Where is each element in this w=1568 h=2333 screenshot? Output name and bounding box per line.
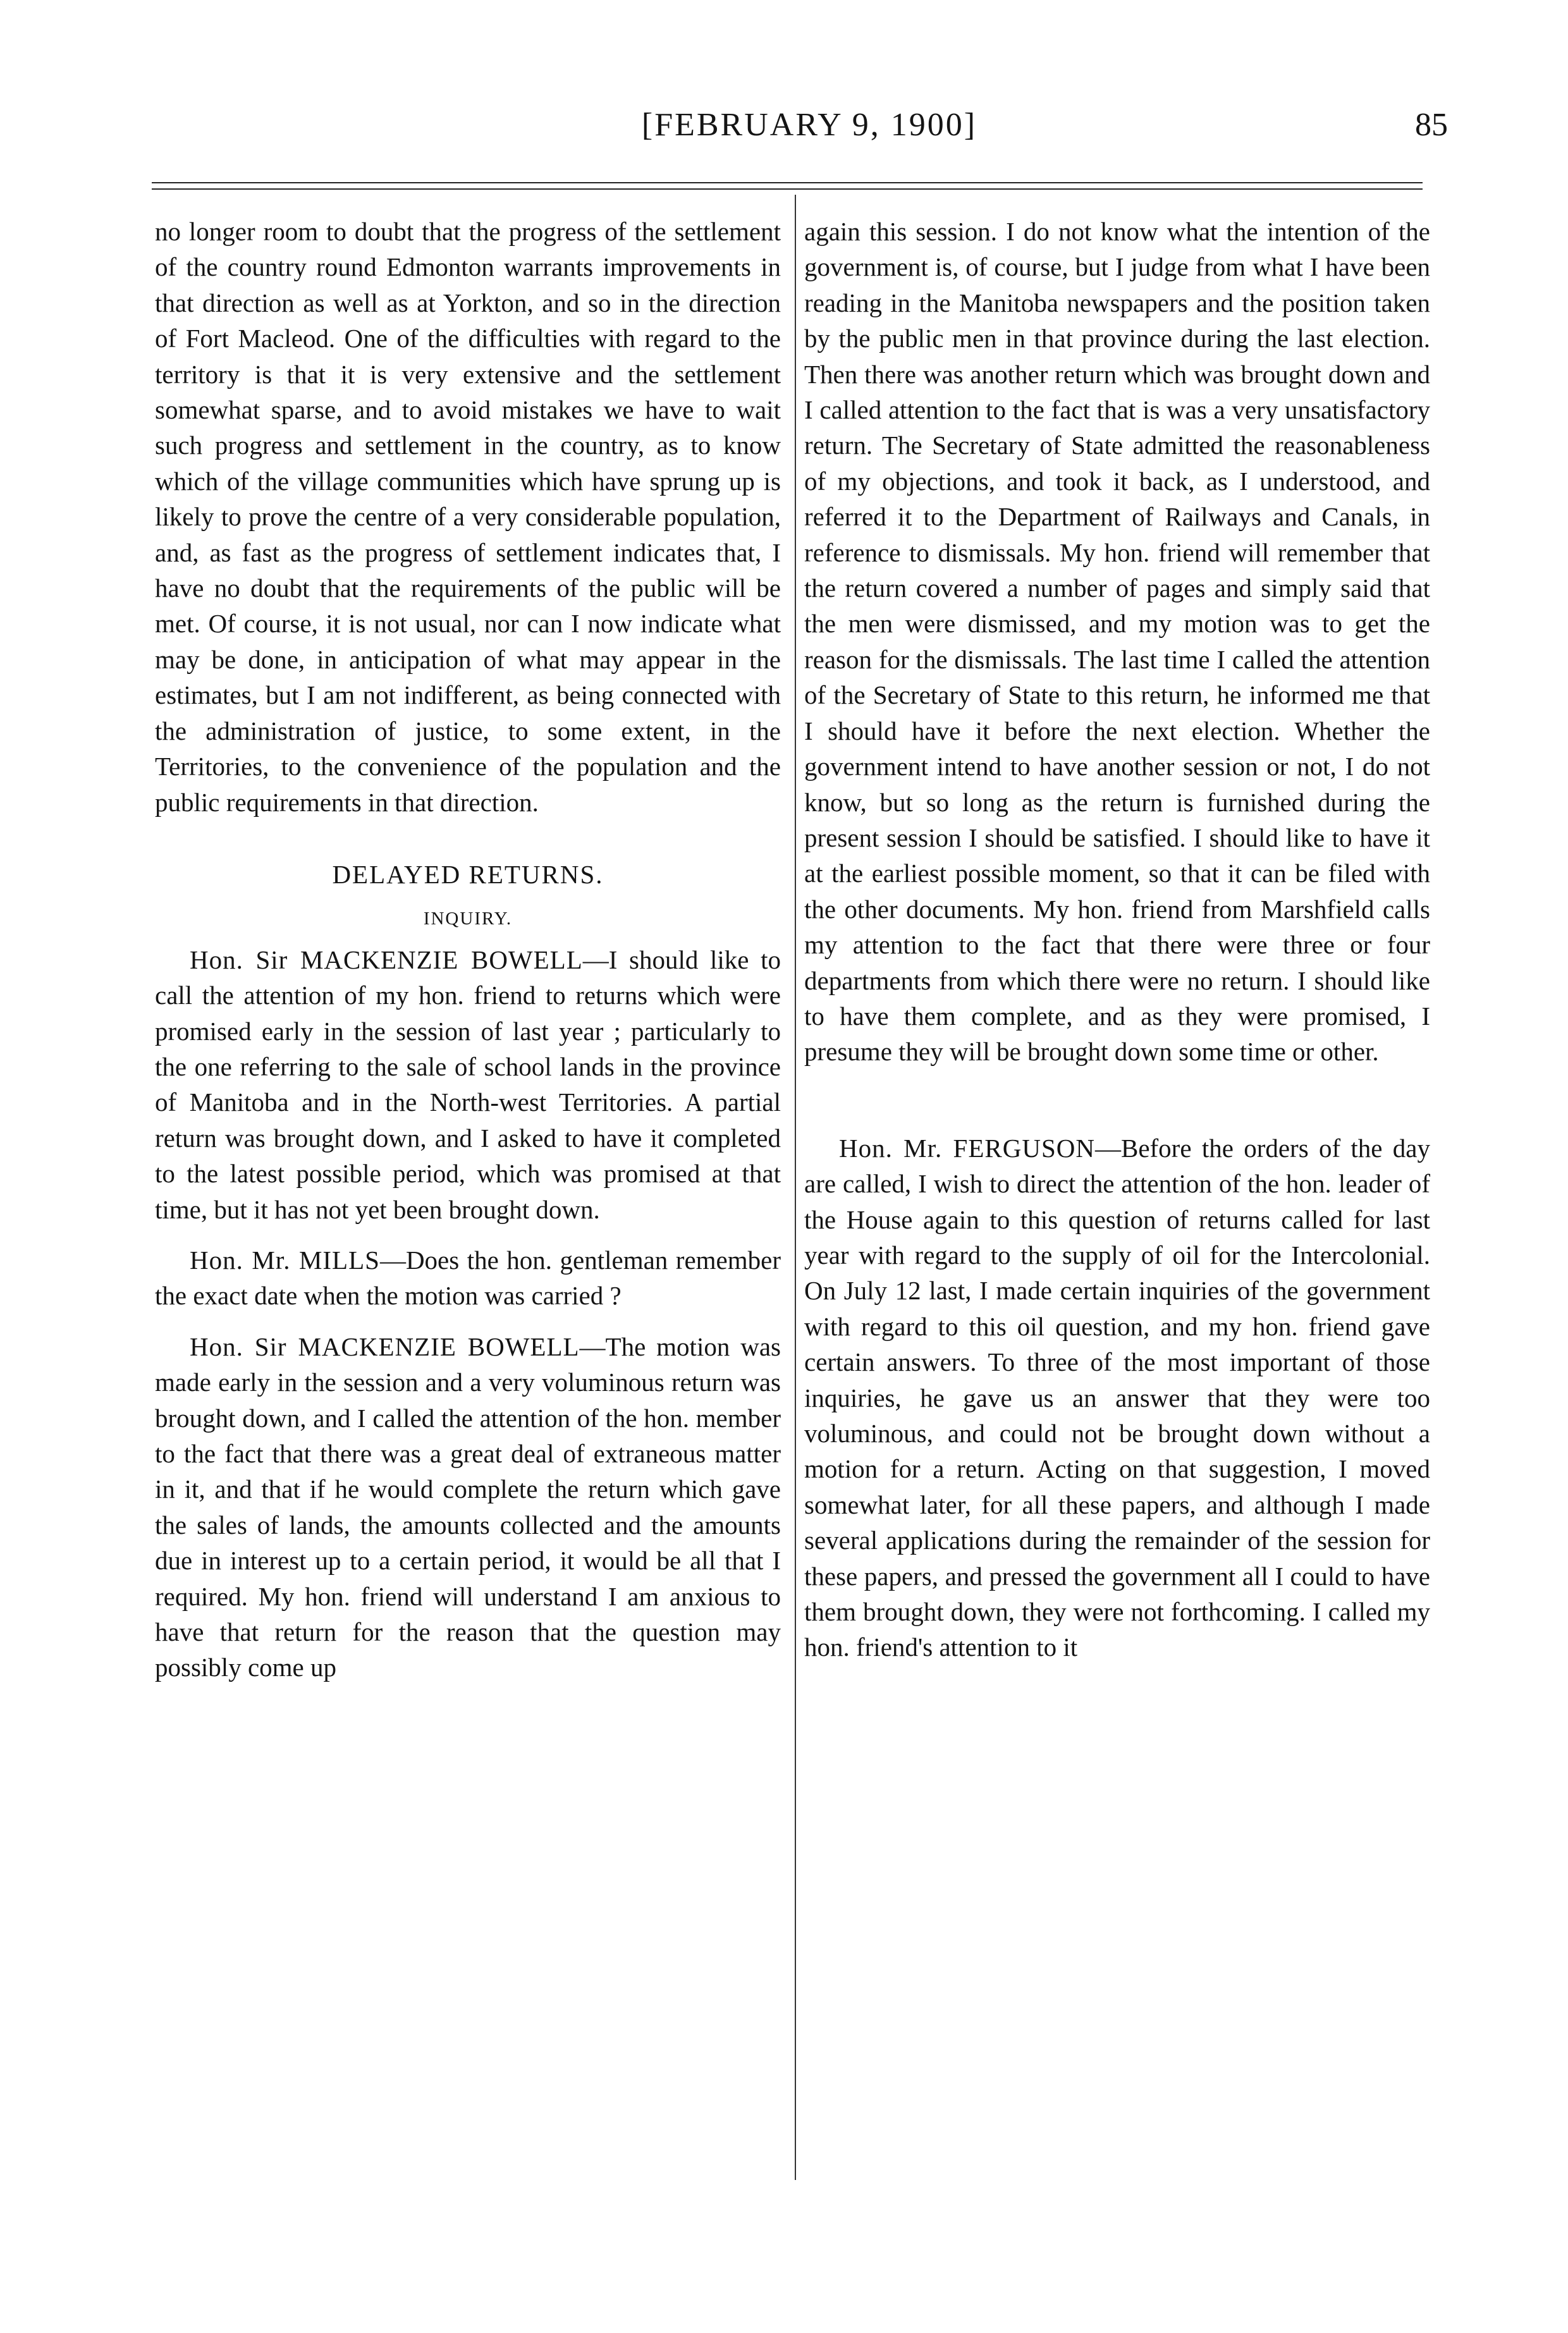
speech-text: —The motion was made early in the session and a very voluminous return was brought down, and I called the attention of the hon. member to the fact that there was a great deal of extraneous matter in it, and that if he would complete the return which gave the sales of lands, the amounts collected and the amounts due in interest up to a certain period, it would be all that I required. My hon. friend will understand I am anxious to have that return for the reason that the question may possibly come up xyxy=(155,1332,781,1682)
speaker-name: Hon. Mr. FERGUSON xyxy=(839,1133,1095,1163)
speech-mills xyxy=(155,1242,781,1314)
section-heading-delayed-returns: DELAYED RETURNS. xyxy=(332,859,604,889)
right-paragraph-continuation: again this session. I do not know what the intention of the government is, of course, but I judge from what I have been reading in the Manitoba newspapers and the position taken by the public men in that province during the last election. Then there was another return which was brought down and I called attention to the fact that is was a very unsatisfactory return. The Secretary of State admitted the reasonableness of my objections, and took it back, as I understood, and referred it to the Department of Railways and Canals, in reference to dismissals. My hon. friend will remember that the return covered a number of pages and simply said that the men were dismissed, and my motion was to get the reason for the dismissals. The last time I called the attention of the Secretary of State to this return, he informed me that I should have it before the next election. Whether the government intend to have another session or not, I do not know, but so long as the return is furnished during the present session I should be satisfied. I should like to have it at the earliest possible moment, so that it can be filed with the other documents. My hon. friend from Marshfield calls my attention to the fact that there were three or four departments from which there were no return. I should like to have them complete, and as they were promised, I presume they will be brought down some time or other. xyxy=(804,217,1430,1067)
speech-bowell-2 xyxy=(155,1329,781,1686)
speaker-name: Hon. Sir MACKENZIE BOWELL xyxy=(190,1332,580,1361)
speaker-name: Hon. Sir MACKENZIE BOWELL xyxy=(190,945,583,974)
sub-heading-inquiry: INQUIRY. xyxy=(423,909,513,929)
speech-text: —I should like to call the attention of my hon. friend to returns which were promised early in the session of last year ; particularly to the one referring to the sale of school lands in the province of Manitoba and in the North-west Territories. A partial return was brought down, and I asked to have it completed to the latest possible period, which was promised at that time, but it has not yet been brought down. xyxy=(155,945,781,1224)
speech-text: —Does the hon. gentleman remember the exact date when the motion was carried ? xyxy=(155,1245,781,1311)
speaker-name: Hon. Mr. MILLS xyxy=(190,1245,380,1275)
speech-ferguson xyxy=(804,1130,1430,1665)
page-date-header: [FEBRUARY 9, 1900] xyxy=(641,107,977,143)
left-paragraph-continuation: no longer room to doubt that the progress of the settlement of the country round Edmonton warrants improvements in that direction as well as at Yorkton, and so in the direction of Fort Macleod. One of the difficulties with regard to the territory is that it is very extensive and the settlement somewhat sparse, and to avoid mistakes we have to wait such progress and settlement in the country, as to know which of the village communities which have sprung up is likely to prove the centre of a very considerable population, and, as fast as the progress of settlement indicates that, I have no doubt that the requirements of the public will be met. Of course, it is not usual, nor can I now indicate what may be done, in anticipation of what may appear in the estimates, but I am not indifferent, as being connected with the administration of justice, to some extent, in the Territories, to the convenience of the population and the public requirements in that direction. xyxy=(155,217,781,817)
page-number: 85 xyxy=(1415,107,1448,143)
column-divider xyxy=(795,195,796,2180)
right-column xyxy=(804,214,1430,1665)
left-column xyxy=(155,214,781,1686)
speech-bowell-1 xyxy=(155,942,781,1227)
header-rule-bottom xyxy=(152,188,1423,190)
header-rule-top xyxy=(152,182,1423,183)
speech-text: —Before the orders of the day are called, I wish to direct the attention of the hon. leader of the House again to this question of returns called for last year with regard to the supply of oil for the Intercolonial. On July 12 last, I made certain inquiries of the government with regard to this oil question, and my hon. friend gave certain answers. To three of the most important of those inquiries, he gave us an answer that they were too voluminous, and could not be brought down without a motion for a return. Acting on that suggestion, I moved somewhat later, for all these papers, and although I made several applications during the remainder of the session for these papers, and pressed the government all I could to have them brought down, they were not forthcoming. I called my hon. friend's attention to it xyxy=(804,1133,1430,1662)
